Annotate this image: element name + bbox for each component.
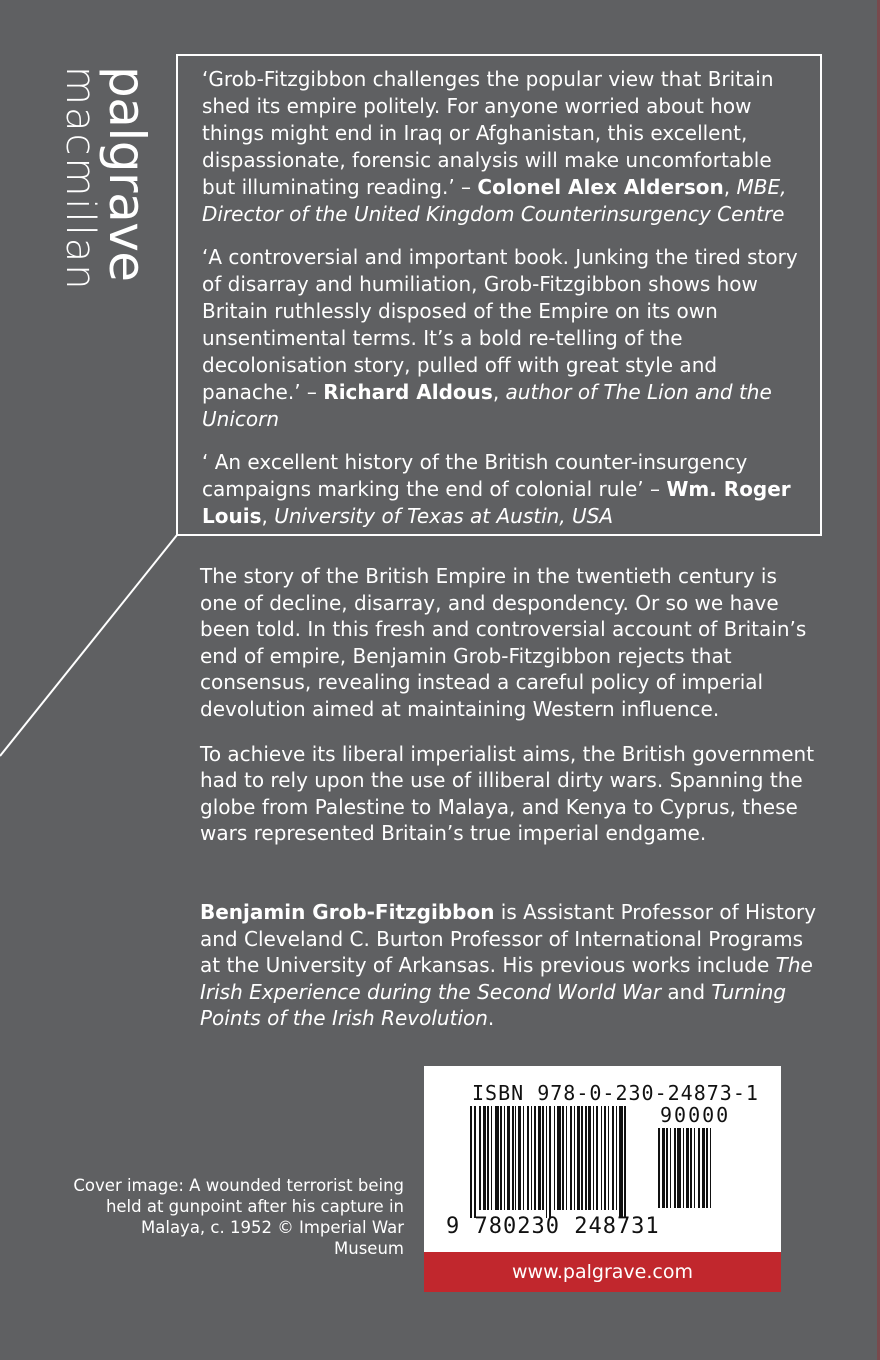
author-bio: Benjamin Grob-Fitzgibbon is Assistant Professor of History and Cleveland C. Burton Professor of International Programs at the University of Arkansas. His previous works include The Irish Experience during the Second World War and Turning Points of the Irish Revolution. [200, 900, 817, 1030]
cover-image-credit: Cover image: A wounded terrorist being held at gunpoint after his capture in Malaya, c. 1952 © Imperial War Museum [73, 1176, 404, 1258]
barcode-panel [424, 1066, 781, 1292]
review-quote: ‘Grob-Fitzgibbon challenges the popular view that Britain shed its empire politely. For anyone worried about how things might end in Iraq or Afghanistan, this excellent, dispassionate, forensic analysis will make uncomfortable but illuminating reading.’ – Colonel Alex Alderson, MBE, Director of the United Kingdom Counterinsurgency Centre [202, 67, 787, 226]
previous-work: Turning Points of the Irish Revolution [200, 979, 787, 1030]
book-description [200, 563, 820, 865]
website-link[interactable]: www.palgrave.com [424, 1252, 781, 1292]
review-quotes-box [176, 54, 822, 536]
logo-macmillan: macmillan [57, 66, 103, 292]
isbn-label: ISBN 978-0-230-24873-1 [472, 1081, 759, 1105]
previous-work: The Irish Experience during the Second World War [200, 953, 813, 1004]
barcode-addon-icon [658, 1128, 734, 1216]
description-paragraph: The story of the British Empire in the twentieth century is one of decline, disarray, and despondency. Or so we have been told. In this fresh and controversial account of Britain’s end of empire, Benjamin Grob-Fitzgibbon rejects that consensus, revealing instead a careful policy of imperial devolution aimed at maintaining Western influence. [200, 564, 807, 721]
author-name: Benjamin Grob-Fitzgibbon [200, 900, 495, 924]
price-code: 90000 [660, 1103, 731, 1127]
barcode-icon [470, 1106, 654, 1218]
barcode-digits: 9 780230 248731 [446, 1214, 660, 1239]
review-quote: ‘ An excellent history of the British counter-insurgency campaigns marking the end of colonial rule’ – Wm. Roger Louis, University of Texas at Austin, USA [202, 450, 791, 528]
logo-palgrave: palgrave [98, 66, 156, 282]
review-quote: ‘A controversial and important book. Junking the tired story of disarray and humiliation, Grob-Fitzgibbon shows how Britain ruthlessly disposed of the Empire on its own unsentimental terms. It’s a bold re-telling of the decolonisation story, pulled off with great style and panache.’ – Richard Aldous, author of The Lion and the Unicorn [202, 245, 798, 431]
description-paragraph: To achieve its liberal imperialist aims, the British government had to rely upon the use of illiberal dirty wars. Spanning the globe from Palestine to Malaya, and Kenya to Cyprus, these wars represented Britain’s true imperial endgame. [200, 741, 815, 846]
